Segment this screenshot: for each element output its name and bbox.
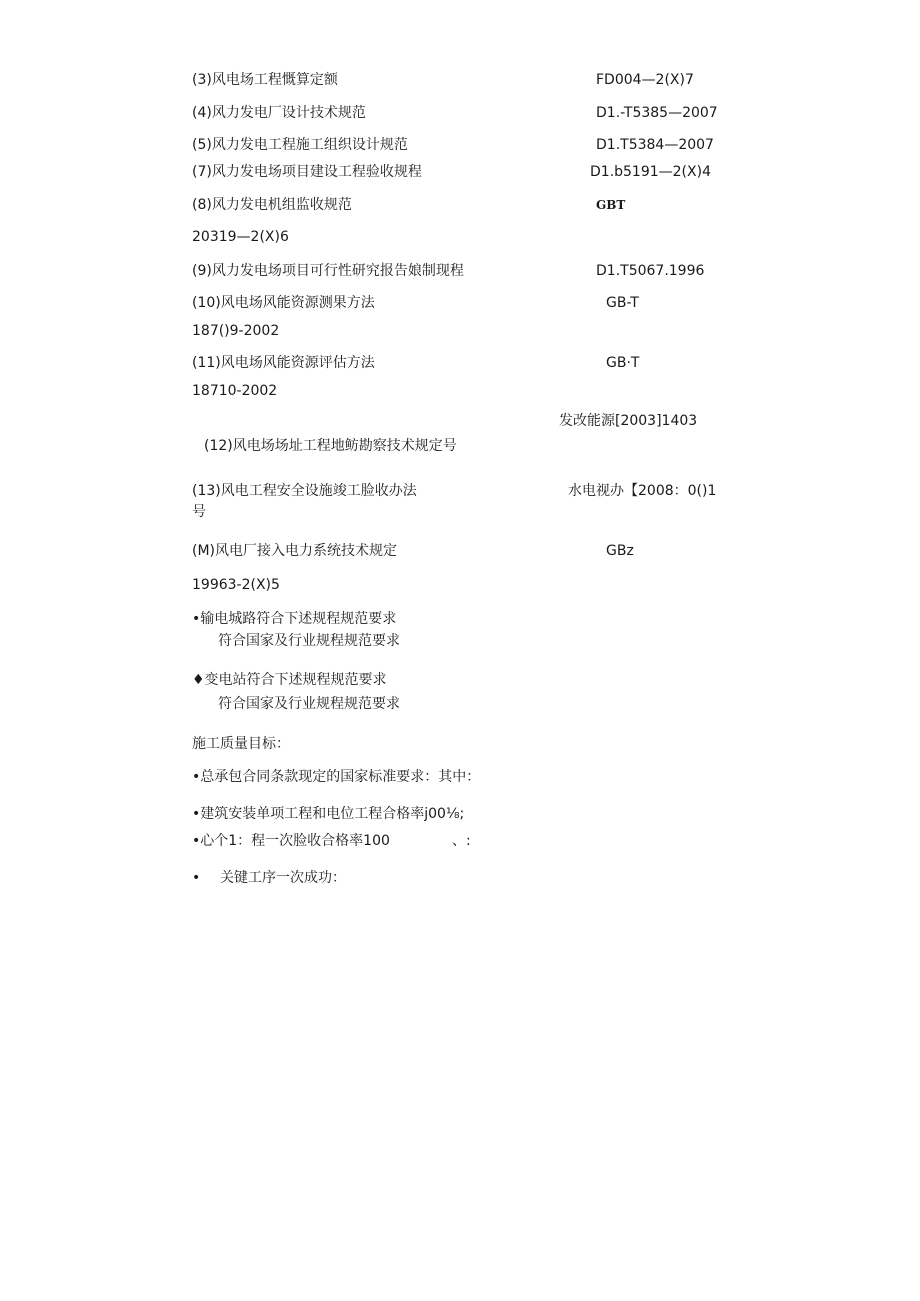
standard-code-continued: 187()9-2002 bbox=[192, 323, 280, 339]
standard-code: GBz bbox=[606, 543, 634, 559]
standard-code: D1.T5384—2007 bbox=[596, 137, 714, 153]
quality-item-suffix: 、: bbox=[452, 833, 471, 849]
quality-heading: 施工质量目标： bbox=[192, 736, 290, 752]
group-detail: 符合国家及行业规程规范要求 bbox=[218, 633, 400, 649]
group-heading: ♦变电站符合下述规程规范要求 bbox=[192, 672, 387, 688]
standard-title: (5)风力发电工程施工组织设计规范 bbox=[192, 137, 408, 153]
standard-code: 水电视办【2008：0()1 bbox=[568, 483, 717, 499]
standard-code: D1.b5191—2(X)4 bbox=[590, 164, 711, 180]
standard-title: (12)风电场场址工程地鲂勘察技术规定号 bbox=[204, 438, 457, 454]
standard-title: (13)风电工程安全设施竣工脸收办法 bbox=[192, 483, 417, 499]
standard-code: 发改能源[2003]1403 bbox=[559, 413, 698, 429]
standard-code: D1.-T5385—2007 bbox=[596, 105, 718, 121]
group-heading: •输电城路符合下述规程规范要求 bbox=[192, 611, 397, 627]
quality-item: •心个1：程一次脸收合格率100 bbox=[192, 833, 390, 849]
standard-code: GB·T bbox=[606, 355, 640, 371]
quality-item: 关键工序一次成功： bbox=[220, 870, 346, 886]
quality-item: •建筑安装单项工程和电位工程合格率j00⅛; bbox=[192, 806, 465, 822]
standard-title: (9)风力发电场项目可行性研究报告娘制现程 bbox=[192, 263, 464, 279]
standard-code-continued: 号 bbox=[192, 504, 206, 520]
standard-title: (7)风力发电场项目建设工程验收规程 bbox=[192, 164, 422, 180]
standard-title: (M)风电厂接入电力系统技术规定 bbox=[192, 543, 398, 559]
standard-title: (10)风电场风能资源测果方法 bbox=[192, 295, 375, 311]
standard-title: (4)风力发电厂设计技术规范 bbox=[192, 105, 366, 121]
standard-code: D1.T5067.1996 bbox=[596, 263, 705, 279]
standard-code-continued: 19963-2(X)5 bbox=[192, 577, 280, 593]
group-detail: 符合国家及行业规程规范要求 bbox=[218, 696, 400, 712]
standard-title: (8)风力发电机组监收规范 bbox=[192, 197, 352, 213]
standard-code-continued: 18710-2002 bbox=[192, 383, 278, 399]
standard-code: GBT bbox=[596, 198, 626, 212]
standard-code: FD004—2(X)7 bbox=[596, 72, 694, 88]
standard-code: GB-T bbox=[606, 295, 639, 311]
standard-title: (3)风电场工程慨算定额 bbox=[192, 72, 338, 88]
standard-title: (11)风电场风能资源评估方法 bbox=[192, 355, 375, 371]
quality-item: •总承包合同条款现定的国家标准要求：其中： bbox=[192, 769, 481, 785]
bullet: • bbox=[192, 870, 201, 886]
standard-code-continued: 20319—2(X)6 bbox=[192, 229, 289, 245]
